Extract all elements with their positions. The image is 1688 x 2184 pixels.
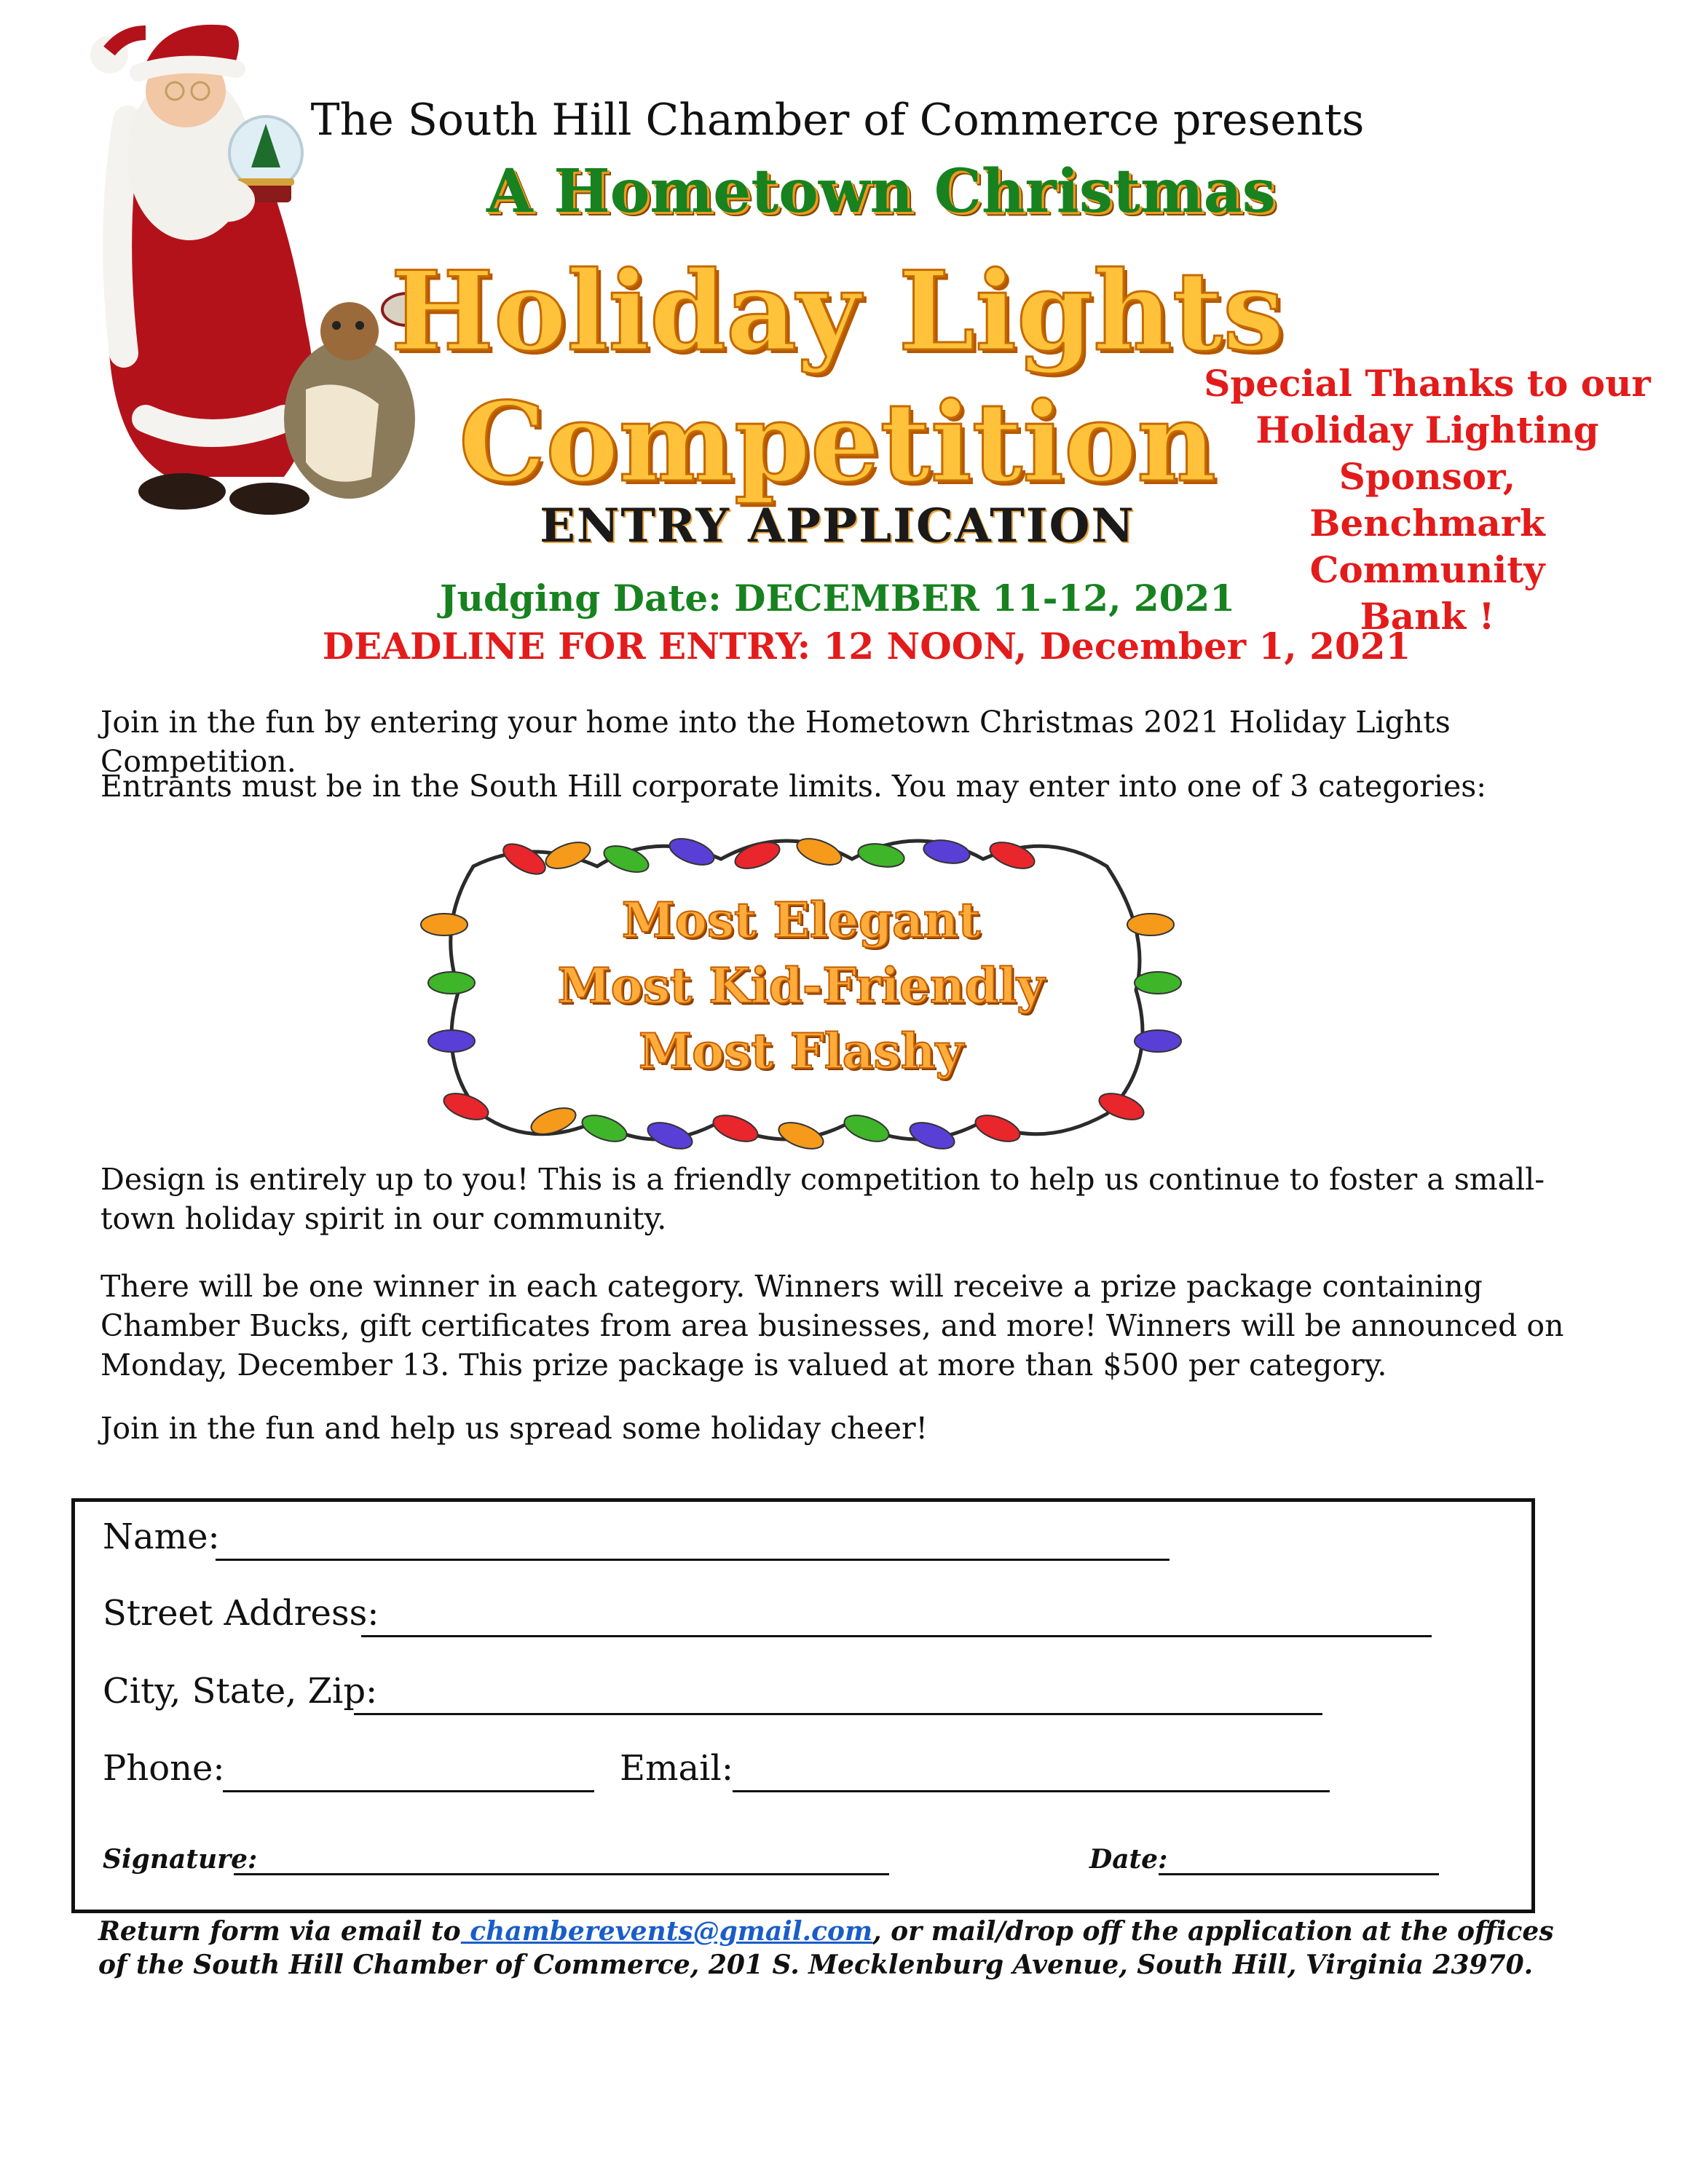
footer-text: , or mail/drop off the application at the offices of the South Hill Chamber of Commerce, 201 S. Mecklenburg Avenue, South Hill, Virginia 23970. — [98, 1916, 1554, 1980]
light-bulb — [794, 834, 845, 870]
date-label: Date: — [1089, 1844, 1168, 1875]
name-field[interactable] — [216, 1559, 1170, 1561]
light-bulb — [644, 1117, 695, 1154]
footer-text: Return form via email to — [98, 1916, 461, 1947]
phone-label: Phone: — [103, 1748, 225, 1789]
light-bulb — [710, 1110, 761, 1147]
closing-paragraph: Join in the fun and help us spread some holiday cheer! — [100, 1411, 928, 1446]
eligibility-paragraph: Entrants must be in the South Hill corporate limits. You may enter into one of 3 categories: — [100, 769, 1487, 804]
design-paragraph: Design is entirely up to you! This is a friendly competition to help us continue to foster a small-town holiday spirit in our community. — [100, 1162, 1545, 1236]
title-competition: Competition — [458, 379, 1217, 507]
light-bulb — [987, 837, 1038, 874]
light-bulb — [579, 1110, 630, 1147]
signature-field[interactable] — [234, 1873, 889, 1875]
light-bulb — [856, 841, 906, 871]
category-most-elegant: Most Elegant — [621, 892, 981, 949]
sponsor-line: Special Thanks to our — [1204, 362, 1651, 405]
light-bulb — [841, 1110, 892, 1147]
entry-application-heading: ENTRY APPLICATION — [540, 499, 1135, 553]
city-state-zip-label: City, State, Zip: — [103, 1671, 378, 1712]
signature-label: Signature: — [103, 1844, 258, 1875]
sponsor-line: Bank ! — [1360, 595, 1495, 638]
entry-deadline: DEADLINE FOR ENTRY: 12 NOON, December 1, 2021 — [322, 625, 1411, 668]
street-address-field[interactable] — [361, 1635, 1432, 1637]
phone-field[interactable] — [223, 1790, 594, 1792]
light-bulb — [922, 837, 971, 867]
light-bulb — [543, 837, 593, 874]
light-bulb — [499, 838, 550, 880]
sponsor-line: Holiday Lighting Sponsor, — [1255, 408, 1599, 498]
light-bulb — [776, 1117, 827, 1154]
sponsor-line: Community — [1309, 548, 1545, 591]
entry-form — [71, 1498, 1535, 1913]
light-bulb — [972, 1110, 1023, 1147]
street-address-label: Street Address: — [103, 1593, 379, 1634]
email-label: Email: — [620, 1748, 734, 1789]
intro-paragraph: Join in the fun by entering your home into the Hometown Christmas 2021 Holiday Lights Competition. — [100, 705, 1451, 779]
event-name: A Hometown Christmas — [486, 157, 1276, 226]
email-link[interactable]: chamberevents@gmail.com — [460, 1916, 873, 1947]
prize-paragraph: There will be one winner in each category. Winners will receive a prize package containing Chamber Bucks, gift certificates from area businesses, and more! Winners will be announced on Monday, December 13. This prize package is valued at more than $500 per category. — [100, 1269, 1564, 1382]
category-most-flashy: Most Flashy — [639, 1023, 963, 1080]
judging-date: Judging Date: DECEMBER 11-12, 2021 — [439, 577, 1236, 620]
category-most-kid-friendly: Most Kid-Friendly — [557, 957, 1045, 1014]
email-field[interactable] — [733, 1790, 1330, 1792]
date-field[interactable] — [1159, 1873, 1439, 1875]
title-holiday-lights: Holiday Lights — [390, 248, 1285, 376]
city-state-zip-field[interactable] — [354, 1713, 1322, 1715]
name-label: Name: — [103, 1516, 220, 1557]
light-bulb — [666, 834, 717, 870]
return-instructions — [98, 1915, 1569, 1982]
light-bulb — [907, 1117, 958, 1154]
sponsor-line: Benchmark — [1309, 502, 1545, 545]
presenter-line: The South Hill Chamber of Commerce presents — [310, 95, 1365, 146]
